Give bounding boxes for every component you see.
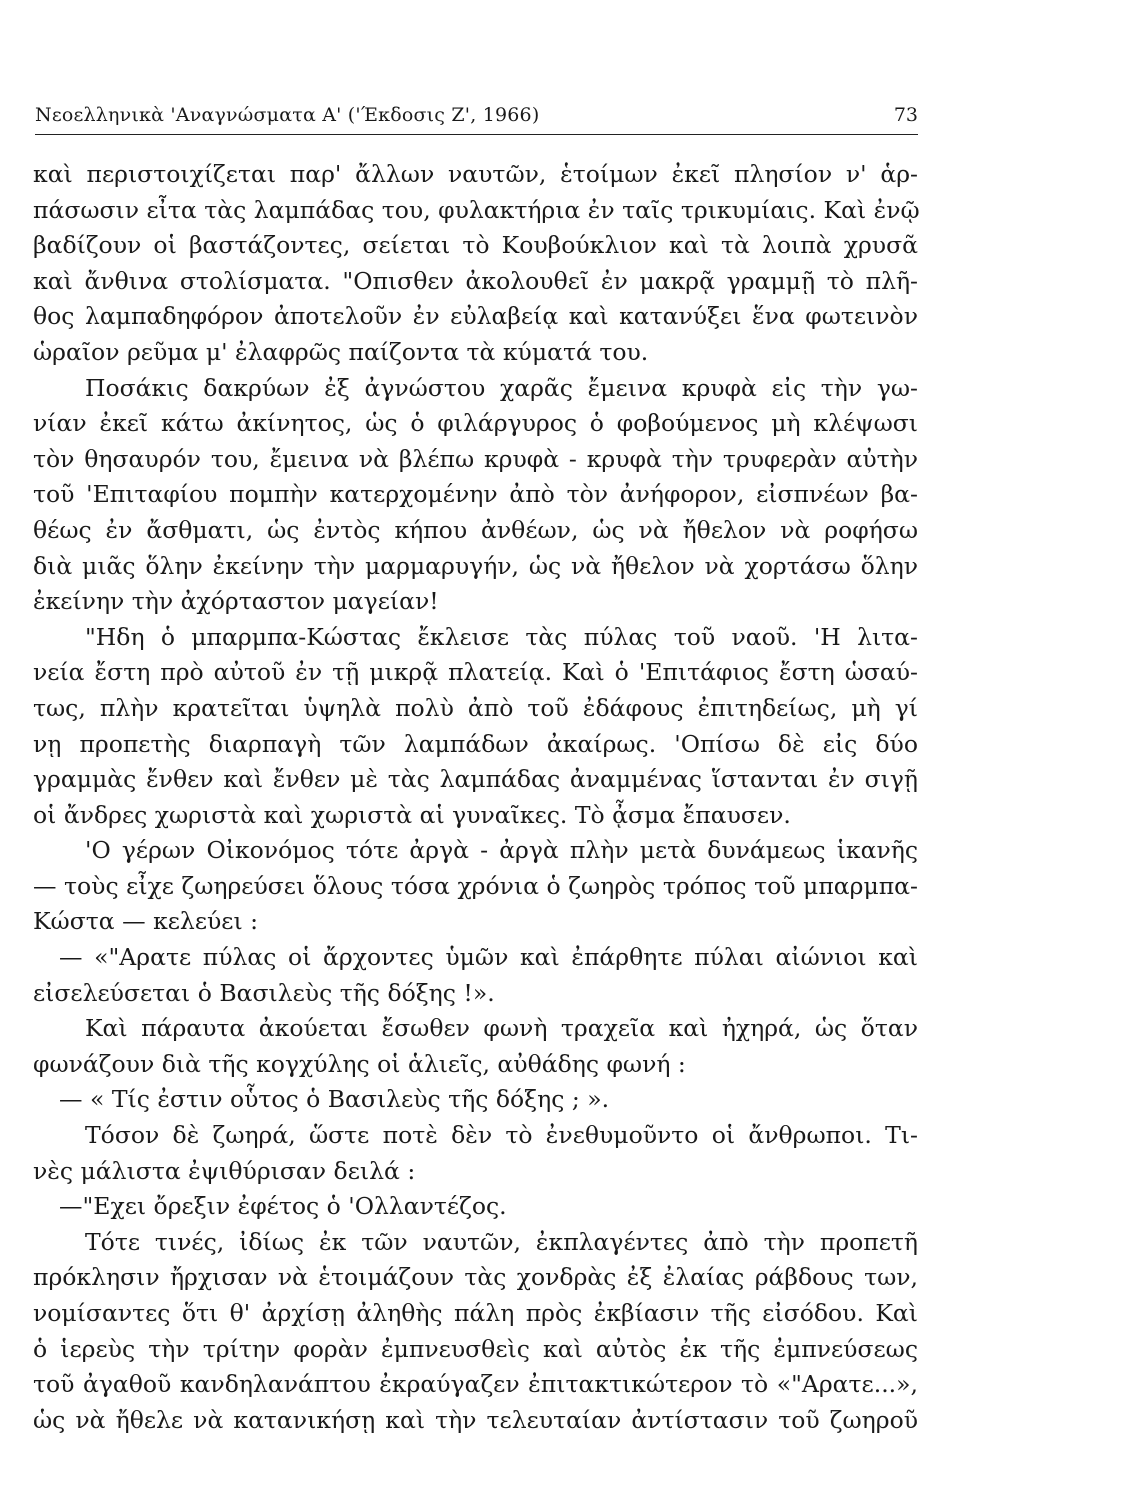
text-line: θος λαμπαδηφόρον ἀποτελοῦν ἐν εὐλαβείᾳ καὶ κατανύξει ἕνα φωτεινὸν <box>33 302 918 331</box>
text-line: τὸν θησαυρόν του, ἔμεινα νὰ βλέπω κρυφὰ - κρυφὰ τὴν τρυφερὰν αὐτὴν <box>33 444 918 473</box>
page-number: 73 <box>893 104 918 126</box>
text-line: "Ηδη ὁ μπαρμπα-Κώστας ἔκλεισε τὰς πύλας τοῦ ναοῦ. 'Η λιτα- <box>85 622 918 651</box>
text-line: πρόκλησιν ἤρχισαν νὰ ἑτοιμάζουν τὰς χονδρὰς ἐξ ἐλαίας ράβδους των, <box>33 1263 918 1292</box>
text-line: καὶ ἄνθινα στολίσματα. "Οπισθεν ἀκολουθεῖ ἐν μακρᾷ γραμμῇ τὸ πλῆ- <box>33 266 918 295</box>
text-line: ὡς νὰ ἤθελε νὰ κατανικήσῃ καὶ τὴν τελευταίαν ἀντίστασιν τοῦ ζωηροῦ <box>33 1405 918 1434</box>
text-line: — τοὺς εἶχε ζωηρεύσει ὅλους τόσα χρόνια ὁ ζωηρὸς τρόπος τοῦ μπαρμπα- <box>33 871 918 900</box>
text-line: οἱ ἄνδρες χωριστὰ καὶ χωριστὰ αἱ γυναῖκες. Τὸ ᾆσμα ἔπαυσεν. <box>33 800 791 829</box>
text-line: πάσωσιν εἶτα τὰς λαμπάδας του, φυλακτήρια ἐν ταῖς τρικυμίαις. Καὶ ἐνῷ <box>33 195 920 224</box>
running-header <box>35 100 918 135</box>
text-line: τοῦ 'Επιταφίου πομπὴν κατερχομένην ἀπὸ τὸν ἀνήφορον, εἰσπνέων βα- <box>33 480 918 509</box>
text-line: φωνάζουν διὰ τῆς κογχύλης οἱ ἁλιεῖς, αὐθάδης φωνή : <box>33 1049 686 1078</box>
text-line: — « Τίς ἐστιν οὗτος ὁ Βασιλεὺς τῆς δόξης ; ». <box>59 1085 610 1114</box>
text-line: 'Ο γέρων Οἰκονόμος τότε ἀργὰ - ἀργὰ πλὴν μετὰ δυνάμεως ἱκανῆς <box>85 836 918 865</box>
body-text <box>33 157 918 1438</box>
text-line: τως, πλὴν κρατεῖται ὑψηλὰ πολὺ ἀπὸ τοῦ ἐδάφους ἐπιτηδείως, μὴ γί <box>33 693 918 722</box>
book-title: Νεοελληνικὰ 'Αναγνώσματα Α' ('Έκδοσις Ζ', 1966) <box>35 104 540 126</box>
text-line: νεία ἔστη πρὸ αὐτοῦ ἐν τῇ μικρᾷ πλατείᾳ. Καὶ ὁ 'Επιτάφιος ἔστη ὡσαύ- <box>33 658 918 687</box>
text-line: διὰ μιᾶς ὅλην ἐκείνην τὴν μαρμαρυγήν, ὡς νὰ ἤθελον νὰ χορτάσω ὅλην <box>33 551 918 580</box>
text-line: ὁ ἱερεὺς τὴν τρίτην φορὰν ἐμπνευσθεὶς καὶ αὐτὸς ἐκ τῆς ἐμπνεύσεως <box>33 1334 918 1363</box>
text-line: θέως ἐν ἄσθματι, ὡς ἐντὸς κήπου ἀνθέων, ὡς νὰ ἤθελον νὰ ροφήσω <box>33 515 918 544</box>
text-line: νομίσαντες ὅτι θ' ἀρχίσῃ ἀληθὴς πάλη πρὸς ἐκβίασιν τῆς εἰσόδου. Καὶ <box>33 1299 918 1327</box>
text-line: — «"Αρατε πύλας οἱ ἄρχοντες ὑμῶν καὶ ἐπάρθητε πύλαι αἰώνιοι καὶ <box>59 943 918 972</box>
text-line: νῃ προπετὴς διαρπαγὴ τῶν λαμπάδων ἀκαίρως. 'Οπίσω δὲ εἰς δύο <box>33 729 918 758</box>
text-line: Τόσον δὲ ζωηρά, ὥστε ποτὲ δὲν τὸ ἐνεθυμοῦντο οἱ ἄνθρωποι. Τι- <box>85 1121 918 1150</box>
text-line: Κώστα — κελεύει : <box>33 907 259 936</box>
text-line: ὡραῖον ρεῦμα μ' ἐλαφρῶς παίζοντα τὰ κύματά του. <box>33 337 649 366</box>
text-line: Ποσάκις δακρύων ἐξ ἀγνώστου χαρᾶς ἔμεινα κρυφὰ εἰς τὴν γω- <box>85 373 918 402</box>
text-line: Καὶ πάραυτα ἀκούεται ἔσωθεν φωνὴ τραχεῖα καὶ ἠχηρά, ὡς ὅταν <box>85 1014 918 1043</box>
text-line: τοῦ ἀγαθοῦ κανδηλανάπτου ἐκραύγαζεν ἐπιτακτικώτερον τὸ «"Αρατε...», <box>33 1370 918 1399</box>
text-line: ἐκείνην τὴν ἀχόρταστον μαγείαν! <box>33 587 439 616</box>
text-line: —"Εχει ὄρεξιν ἐφέτος ὁ 'Ολλαντέζος. <box>59 1192 507 1221</box>
text-line: βαδίζουν οἱ βαστάζοντες, σείεται τὸ Κουβούκλιον καὶ τὰ λοιπὰ χρυσᾶ <box>33 231 918 260</box>
text-line: γραμμὰς ἔνθεν καὶ ἔνθεν μὲ τὰς λαμπάδας ἀναμμένας ἵστανται ἐν σιγῇ <box>33 765 918 794</box>
text-line: νὲς μάλιστα ἐψιθύρισαν δειλά : <box>33 1156 416 1185</box>
text-line: εἰσελεύσεται ὁ Βασιλεὺς τῆς δόξης !». <box>33 978 495 1007</box>
text-line: νίαν ἐκεῖ κάτω ἀκίνητος, ὡς ὁ φιλάργυρος ὁ φοβούμενος μὴ κλέψωσι <box>33 409 918 438</box>
text-line: καὶ περιστοιχίζεται παρ' ἄλλων ναυτῶν, ἑτοίμων ἐκεῖ πλησίον ν' ἁρ- <box>33 160 918 188</box>
text-line: Τότε τινές, ἰδίως ἐκ τῶν ναυτῶν, ἐκπλαγέντες ἀπὸ τὴν προπετῆ <box>85 1227 918 1256</box>
